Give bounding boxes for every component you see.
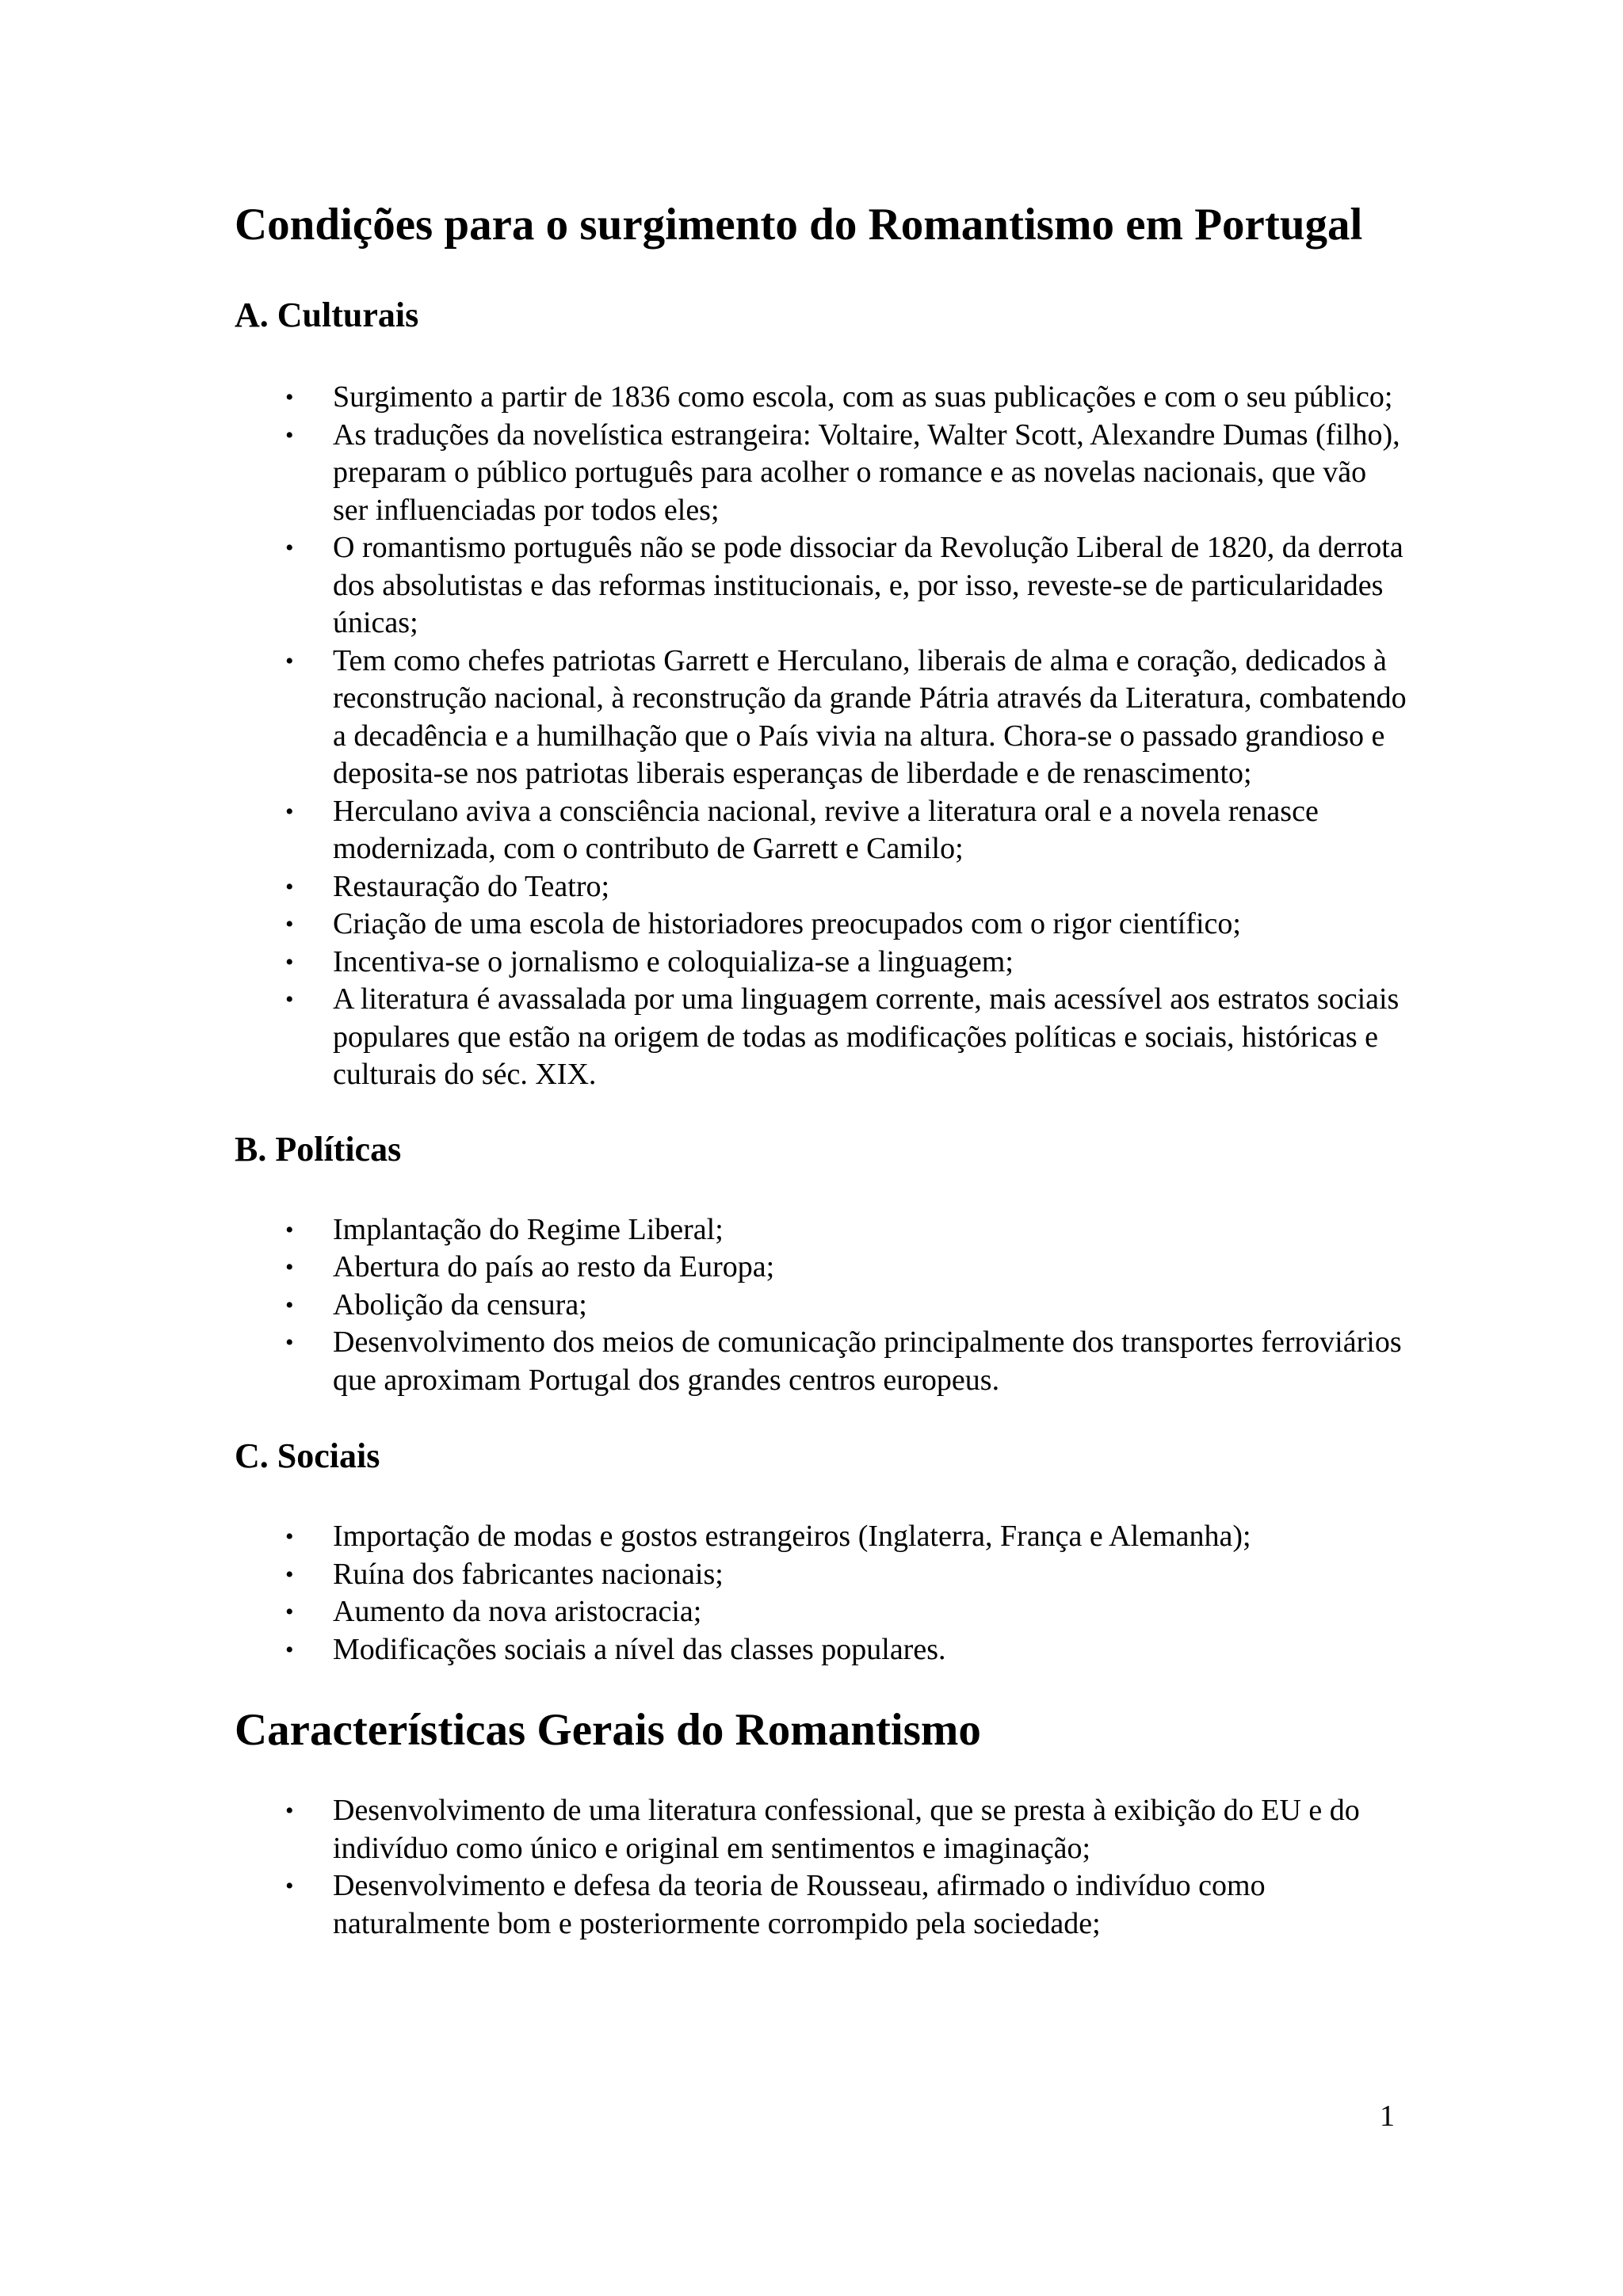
- section-title-caracteristicas: Características Gerais do Romantismo: [235, 1705, 981, 1755]
- bullet-icon: •: [285, 1216, 294, 1243]
- bullet-icon: •: [285, 647, 294, 674]
- list-item-text: Herculano aviva a consciência nacional, revive a literatura oral e a novela renasce modernizada, com o contributo de Garrett e Camilo;: [333, 794, 1319, 865]
- bullet-icon: •: [285, 1636, 294, 1663]
- bullet-icon: •: [285, 1329, 294, 1356]
- list-item-text: Surgimento a partir de 1836 como escola, com as suas publicações e com o seu público;: [333, 380, 1393, 414]
- bullet-icon: •: [285, 1524, 294, 1550]
- list-item: [235, 643, 1407, 793]
- bullet-icon: •: [285, 1798, 294, 1824]
- bullet-icon: •: [285, 911, 294, 937]
- list-item-text: Abolição da censura;: [333, 1287, 587, 1322]
- list-item: [235, 1249, 1407, 1287]
- section-heading-politicas: B. Políticas: [235, 1129, 402, 1169]
- page-title: Condições para o surgimento do Romantismo em Portugal: [235, 200, 1363, 250]
- bullet-icon: •: [285, 798, 294, 825]
- list-item: [235, 1593, 1407, 1631]
- bullet-icon: •: [285, 1291, 294, 1318]
- list-item-text: Modificações sociais a nível das classes populares.: [333, 1632, 946, 1666]
- list-item: [235, 868, 1407, 906]
- list-item-text: Importação de modas e gostos estrangeiros (Inglaterra, França e Alemanha);: [333, 1520, 1251, 1553]
- list-item-text: As traduções da novelística estrangeira: Voltaire, Walter Scott, Alexandre Dumas (filho), preparam o público português para acolher o romance e as novelas nacionais, que vão ser influenciadas por todos eles;: [333, 418, 1400, 527]
- section-heading-sociais: C. Sociais: [235, 1436, 380, 1475]
- bullet-icon: •: [285, 1254, 294, 1280]
- list-item: [235, 944, 1407, 982]
- bullet-icon: •: [285, 384, 294, 410]
- list-item-text: Desenvolvimento dos meios de comunicação principalmente dos transportes ferroviários que aproximam Portugal dos grandes centros europeus.: [333, 1325, 1402, 1397]
- bullet-icon: •: [285, 1561, 294, 1588]
- list-item: [235, 1287, 1407, 1325]
- document-page: [235, 0, 1407, 1943]
- bullet-icon: •: [285, 948, 294, 975]
- list-item-text: Incentiva-se o jornalismo e coloquializa-se a linguagem;: [333, 944, 1014, 978]
- page-number: 1: [1380, 2100, 1395, 2133]
- bullet-icon: •: [285, 986, 294, 1013]
- list-item: [235, 906, 1407, 944]
- list-caracteristicas: [235, 1792, 1407, 1943]
- list-item-text: Restauração do Teatro;: [333, 869, 610, 903]
- list-item: [235, 1631, 1407, 1669]
- list-item: [235, 793, 1407, 868]
- list-item: [235, 379, 1407, 417]
- bullet-icon: •: [285, 1873, 294, 1899]
- list-item-text: Desenvolvimento e defesa da teoria de Rousseau, afirmado o indivíduo como naturalmente bom e posteriormente corrompido pela sociedade;: [333, 1869, 1266, 1940]
- list-item-text: Desenvolvimento de uma literatura confessional, que se presta à exibição do EU e do indivíduo como único e original em sentimentos e imaginação;: [333, 1794, 1360, 1865]
- bullet-icon: •: [285, 1599, 294, 1625]
- list-politicas: [235, 1211, 1407, 1400]
- list-item: [235, 1324, 1407, 1399]
- list-item: [235, 1792, 1407, 1867]
- list-item-text: O romantismo português não se pode dissociar da Revolução Liberal de 1820, da derrota dos absolutistas e das reformas institucionais, e, por isso, reveste-se de particularidades únicas;: [333, 531, 1403, 639]
- list-item: [235, 1211, 1407, 1249]
- list-item: [235, 981, 1407, 1094]
- list-item: [235, 1518, 1407, 1556]
- list-item-text: Criação de uma escola de historiadores preocupados com o rigor científico;: [333, 907, 1241, 940]
- list-culturais: [235, 379, 1407, 1094]
- bullet-icon: •: [285, 873, 294, 900]
- list-sociais: [235, 1518, 1407, 1669]
- list-item: [235, 529, 1407, 643]
- list-item: [235, 1867, 1407, 1943]
- list-item-text: A literatura é avassalada por uma linguagem corrente, mais acessível aos estratos sociais populares que estão na origem de todas as modificações políticas e sociais, históricas e culturais do séc. XIX.: [333, 982, 1400, 1091]
- bullet-icon: •: [285, 535, 294, 561]
- list-item: [235, 417, 1407, 530]
- list-item: [235, 1556, 1407, 1594]
- list-item-text: Tem como chefes patriotas Garrett e Herculano, liberais de alma e coração, dedicados à reconstrução nacional, à reconstrução da grande Pátria através da Literatura, combatendo a decadência e a humilhação que o País vivia na altura. Chora-se o passado grandioso e deposita-se nos patriotas liberais esperanças de liberdade e de renascimento;: [333, 643, 1407, 790]
- list-item-text: Ruína dos fabricantes nacionais;: [333, 1557, 724, 1591]
- list-item-text: Abertura do país ao resto da Europa;: [333, 1250, 775, 1283]
- list-item-text: Implantação do Regime Liberal;: [333, 1212, 724, 1246]
- section-heading-culturais: A. Culturais: [235, 296, 419, 334]
- bullet-icon: •: [285, 421, 294, 448]
- list-item-text: Aumento da nova aristocracia;: [333, 1595, 702, 1628]
